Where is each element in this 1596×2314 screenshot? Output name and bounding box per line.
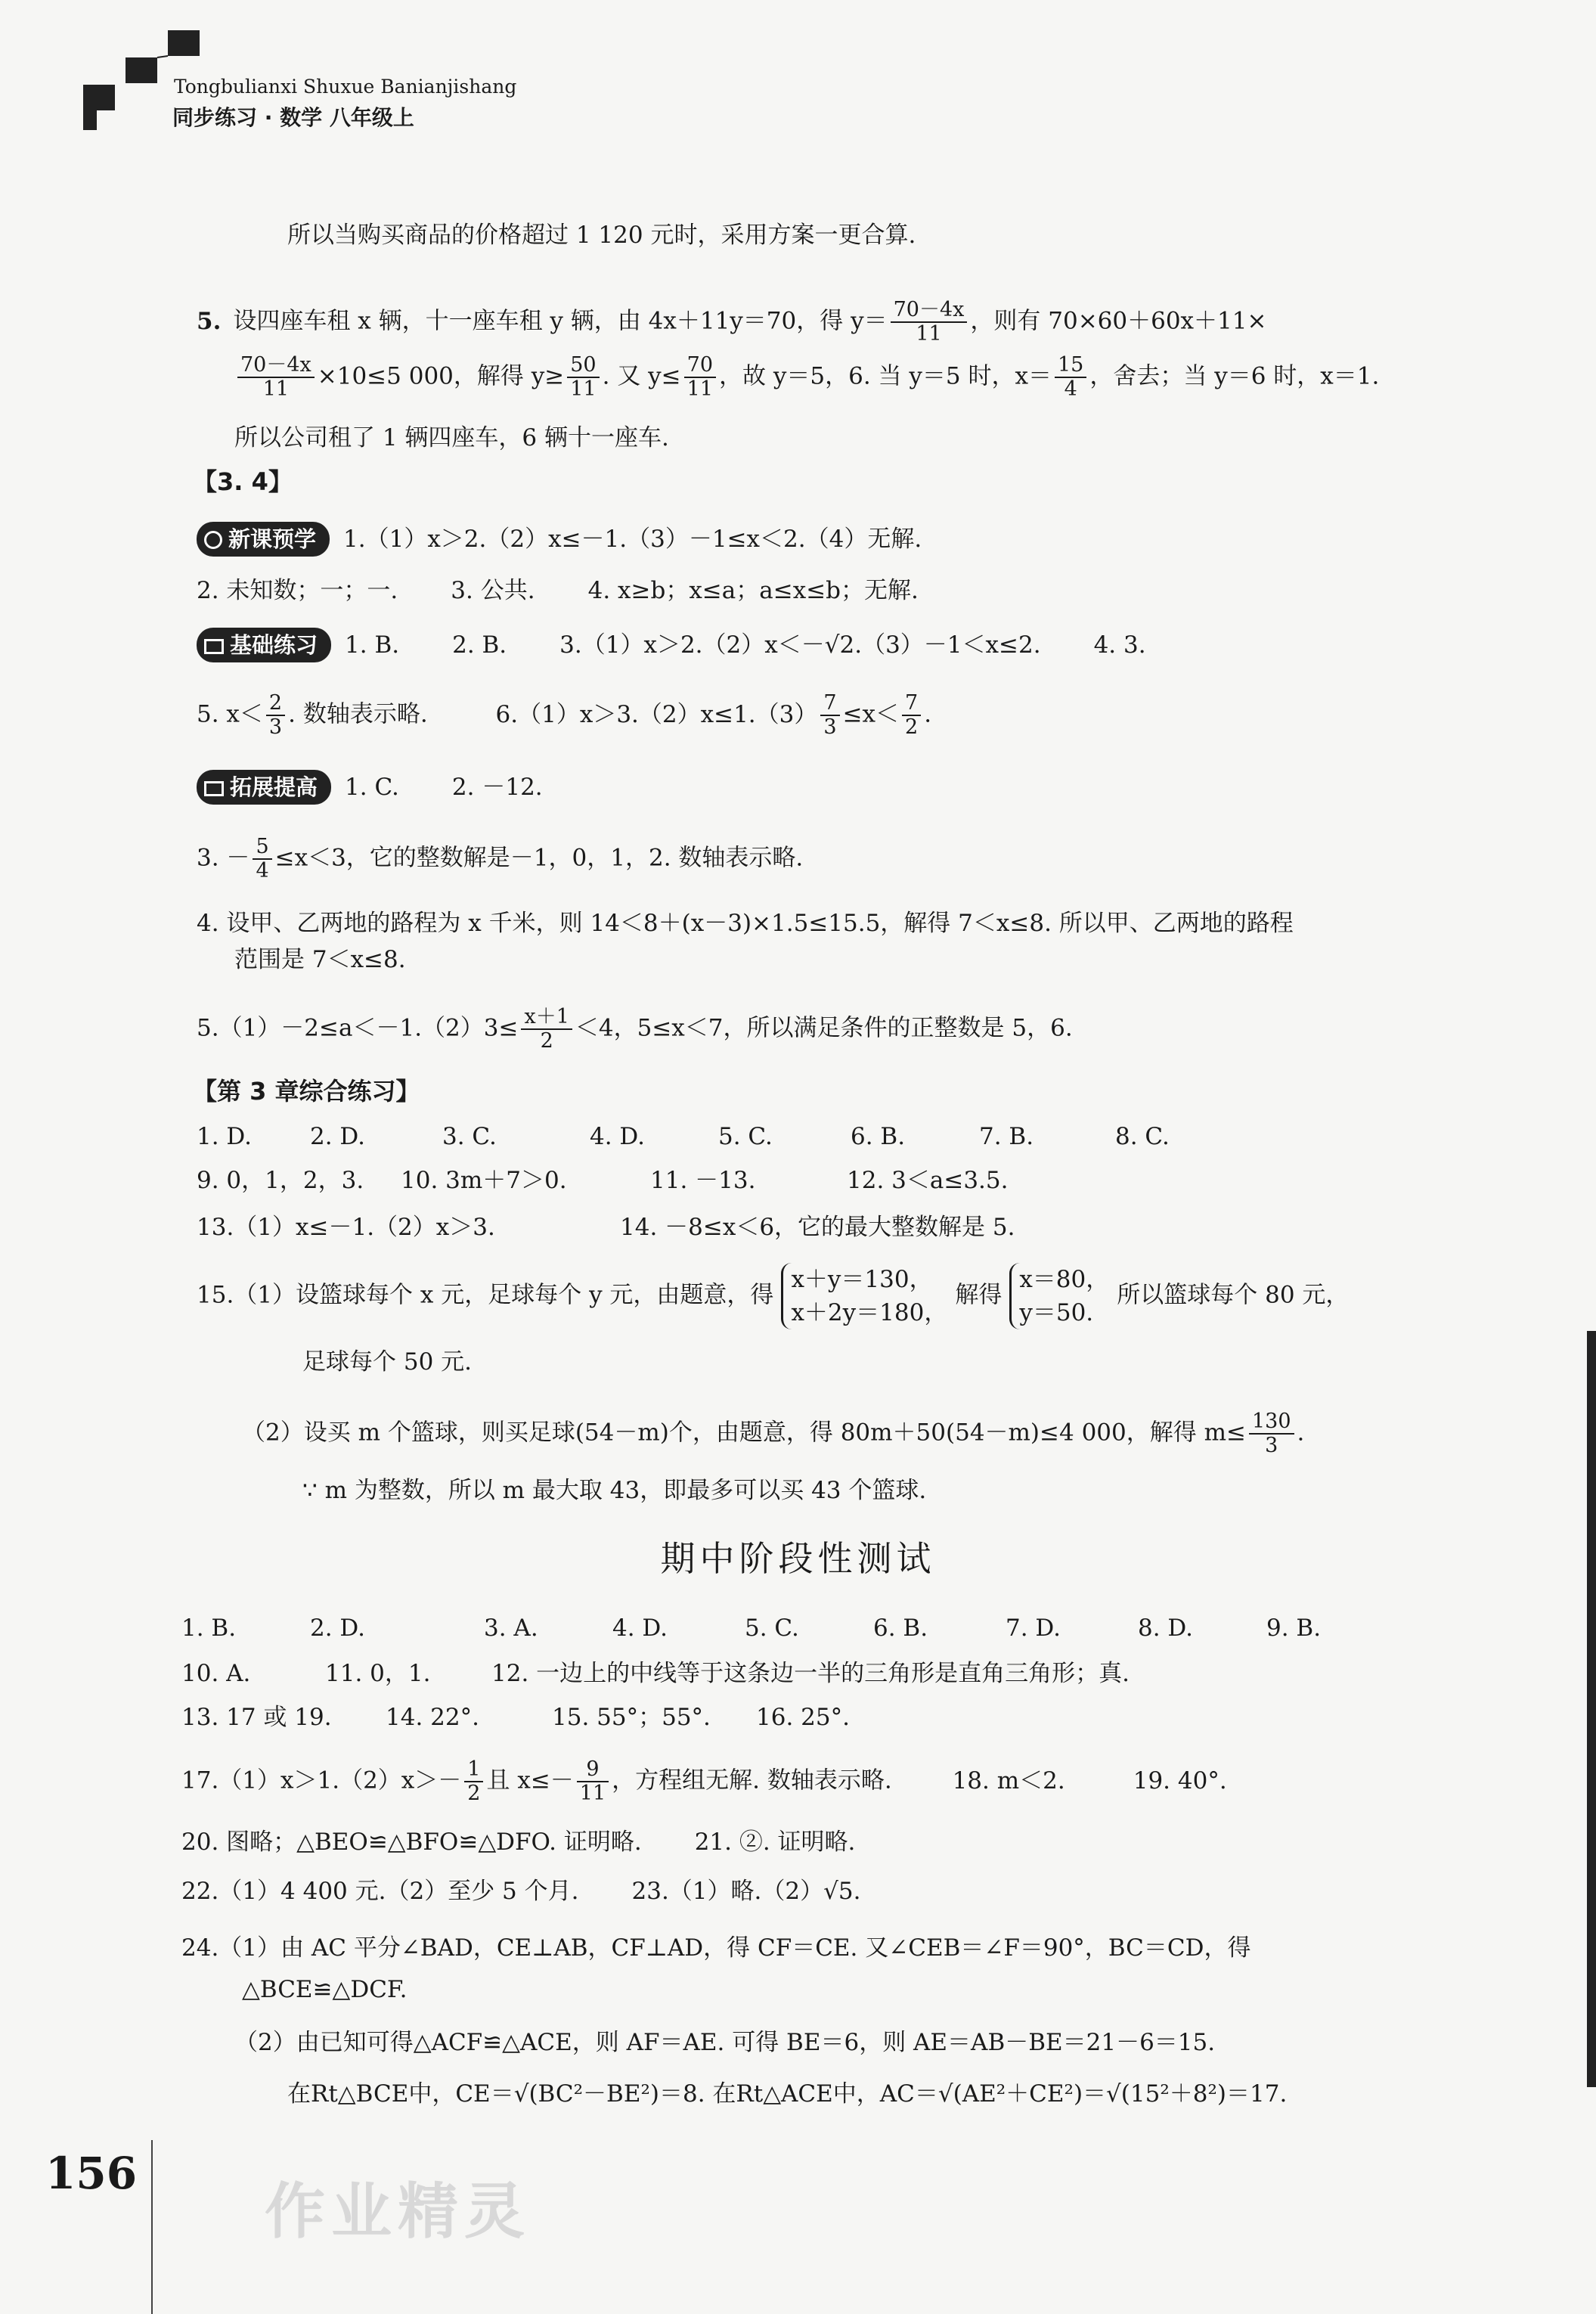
ch3-q15-3: ∵ m 为整数，所以 m 最大取 43，即最多可以买 43 个篮球. [302,1477,927,1504]
ch3-row-3: 13.（1）x≤－1.（2）x＞3. 14. －8≤x＜6，它的最大整数解是 5. [197,1214,1015,1241]
ch3-q15-2: （2）设买 m 个篮球，则买足球(54－m)个，由题意，得 80m＋50(54－m)≤4 000，解得 m≤ $\frac{130}{3}$ . [242,1410,1305,1457]
mid-q17: 17.（1）x＞1.（2）x＞－ $\frac{1}{2}$ 且 x≤－ $\frac{9}{11}$ ，方程组无解. 数轴表示略. 18. m＜2. 19. 40°. [181,1757,1227,1805]
problem-5-line-2: $\frac{70-4x}{11}$ ×10≤5 000，解得 y≥ $\frac{50}{11}$ . 又 y≤ $\frac{70}{11}$ ，故 y＝5，6. 当 y＝5 时，x＝ $\frac{15}{4}$ ，舍去；当 y＝6 时，x＝1. [234,354,1379,401]
line-conclusion: 所以当购买商品的价格超过 1 120 元时，采用方案一更合算. [287,222,916,249]
book-icon [204,639,224,654]
extend-4a: 4. 设甲、乙两地的路程为 x 千米，则 14＜8＋(x－3)×1.5≤15.5，解得 7＜x≤8. 所以甲、乙两地的路程 [197,910,1294,937]
ch3-q15: 15.（1）设篮球每个 x 元，足球每个 y 元，由题意，得 x＋y＝130， x＋2y＝180， 解得 x＝80， y＝50. 所以篮球每个 80 元， [197,1263,1349,1329]
extend-3: 3. － $\frac{5}{4}$ ≤x＜3，它的整数解是－1，0，1，2. 数轴表示略. [197,835,804,882]
mid-q24-3: 在Rt△BCE中，CE＝√(BC²－BE²)＝8. 在Rt△ACE中，AC＝√(AE²＋CE²)＝√(15²＋8²)＝17. [287,2080,1288,2108]
footer-divider [151,2140,153,2314]
extend-5: 5.（1）－2≤a＜－1.（2）3≤ $\frac{x+1}{2}$ ＜4，5≤x＜7，所以满足条件的正整数是 5，6. [197,1005,1073,1053]
header-title: 同步练习 · 数学 八年级上 [172,105,414,130]
midterm-title: 期中阶段性测试 [660,1538,936,1579]
problem-5-line-1: 5. 设四座车租 x 辆，十一座车租 y 辆，由 4x＋11y＝70，得 y＝ $\frac{70-4x}{11}$ ，则有 70×60＋60x＋11× [197,298,1267,346]
ch3-row-1: 1. D. 2. D. 3. C. 4. D. 5. C. 6. B. 7. B. 8. C. [197,1123,1170,1150]
mid-q20-21: 20. 图略；△BEO≌△BFO≌△DFO. 证明略. 21. ②. 证明略. [181,1829,856,1856]
section-3-4-heading: 【3. 4】 [193,467,293,496]
page-number: 156 [45,2148,138,2199]
mid-row-3: 13. 17 或 19. 14. 22°. 15. 55°；55°. 16. 25°. [181,1704,850,1731]
basic-row-2: 5. x＜ $\frac{2}{3}$ . 数轴表示略. 6.（1）x＞3.（2）x≤1.（3） $\frac{7}{3}$ ≤x＜ $\frac{7}{2}$ . [197,691,932,739]
watermark: 作业精灵 [265,2176,531,2247]
tag-basic: 基础练习 [197,628,331,662]
scan-edge [1587,1331,1596,2087]
mid-row-2: 10. A. 11. 0，1. 12. 一边上的中线等于这条边一半的三角形是直角三角形；真. [181,1660,1130,1687]
problem-5-line-3: 所以公司租了 1 辆四座车，6 辆十一座车. [234,424,669,451]
extend-4b: 范围是 7＜x≤8. [234,946,406,973]
preview-row: 新课预学 1.（1）x＞2.（2）x≤－1.（3）－1≤x＜2.（4）无解. [197,522,922,557]
mid-q24-1: 24.（1）由 AC 平分∠BAD，CE⊥AB，CF⊥AD，得 CF＝CE. 又∠CEB＝∠F＝90°，BC＝CD，得 [181,1934,1251,1962]
mid-q24-1b: △BCE≌△DCF. [242,1976,408,2003]
basic-row: 基础练习 1. B. 2. B. 3.（1）x＞2.（2）x＜－√2.（3）－1＜x≤2. 4. 3. [197,628,1146,662]
fraction: $\frac{70-4x}{11}$ [891,299,968,346]
ch3-q15-line-2: 足球每个 50 元. [302,1348,473,1376]
extend-row: 拓展提高 1. C. 2. －12. [197,770,543,805]
preview-row-2: 2. 未知数；一；一. 3. 公共. 4. x≥b；x≤a；a≤x≤b；无解. [197,577,919,604]
ch3-row-2: 9. 0，1，2，3. 10. 3m＋7＞0. 11. －13. 12. 3＜a≤3.5. [197,1167,1009,1194]
chapter-3-heading: 【第 3 章综合练习】 [193,1077,420,1106]
header-pinyin: Tongbulianxi Shuxue Banianjishang [174,76,517,98]
mid-row-1: 1. B. 2. D. 3. A. 4. D. 5. C. 6. B. 7. D. 8. D. 9. B. [181,1615,1322,1642]
tag-extend: 拓展提高 [197,770,331,805]
mid-q24-2: （2）由已知可得△ACF≌△ACE，则 AF＝AE. 可得 BE＝6，则 AE＝AB－BE＝21－6＝15. [234,2029,1216,2056]
tag-preview: 新课预学 [197,522,330,557]
clock-icon [204,531,222,549]
book-icon [204,781,224,796]
mid-q22-23: 22.（1）4 400 元.（2）至少 5 个月. 23.（1）略.（2）√5. [181,1878,861,1905]
